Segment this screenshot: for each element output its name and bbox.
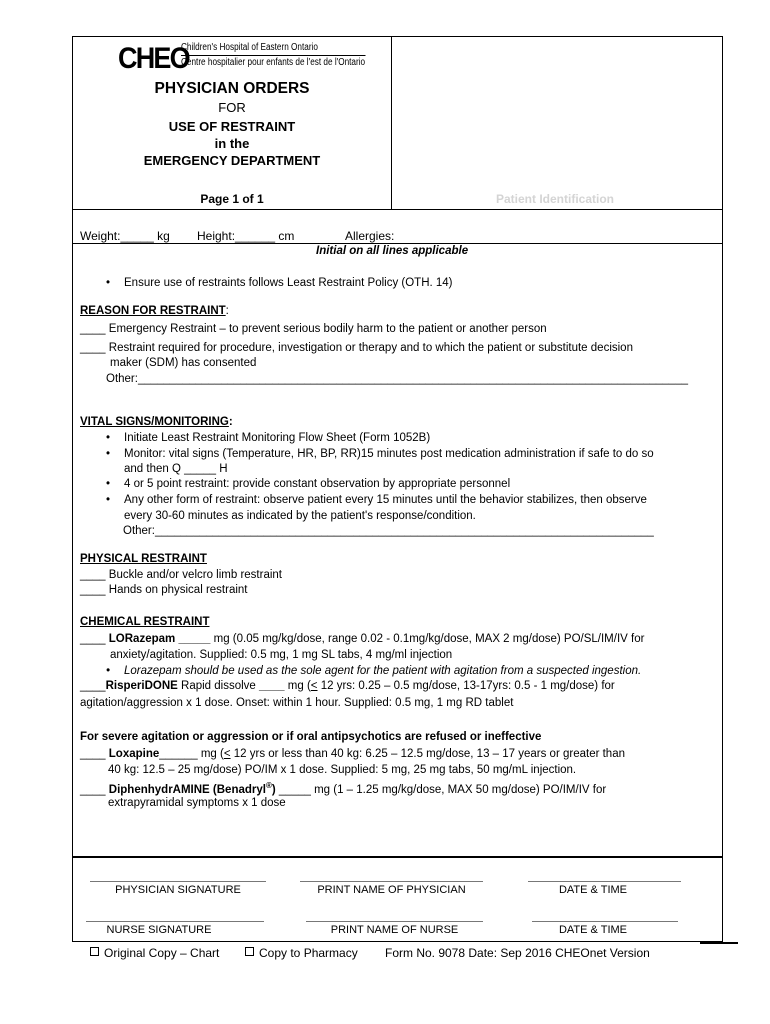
severe-heading: For severe agitation or aggression or if oral antipsychotics are refused or ineffective xyxy=(80,731,542,743)
vitals-bullet-other-restraint: • Any other form of restraint: observe patient every 15 minutes until the behavior stabilizes, then observe xyxy=(124,494,647,506)
risperidone-details: agitation/aggression x 1 dose. Onset: within 1 hour. Supplied: 0.5 mg, 1 mg RD tablet xyxy=(80,697,514,709)
form-title: PHYSICIAN ORDERS xyxy=(154,80,310,97)
physician-name-line[interactable] xyxy=(300,881,483,882)
checkbox-icon[interactable] xyxy=(90,947,99,956)
hospital-name-fr: Centre hospitalier pour enfants de l'est de l'Ontario xyxy=(181,57,366,68)
nurse-signature-line[interactable] xyxy=(86,921,264,922)
title-for: FOR xyxy=(218,100,246,115)
nurse-name-label: PRINT NAME OF NURSE xyxy=(330,924,459,936)
loxapine-order[interactable]: ____ Loxapine______ mg (< 12 yrs or less than 40 kg: 6.25 – 12.5 mg/dose, 13 – 17 years or greater than xyxy=(80,748,625,760)
diphenhydramine-order[interactable]: ____ DiphenhydrAMINE (Benadryl®) _____ mg (1 – 1.25 mg/kg/dose, MAX 50 mg/dose) PO/IM/IV for xyxy=(80,781,607,796)
patient-identification-label: Patient Identification xyxy=(496,192,615,206)
reason-procedure-line[interactable]: ____ Restraint required for procedure, investigation or therapy and to which the patient or substitute decision xyxy=(80,342,633,354)
header-bottom-line xyxy=(72,209,723,210)
title-in-the: in the xyxy=(214,136,250,151)
policy-bullet: • Ensure use of restraints follows Least Restraint Policy (OTH. 14) xyxy=(124,277,453,289)
reason-heading: REASON FOR RESTRAINT: xyxy=(80,305,229,317)
height-field[interactable]: Height:______ cm xyxy=(197,229,295,243)
cheo-logo xyxy=(118,42,366,76)
diphenhydramine-details: extrapyramidal symptoms x 1 dose xyxy=(108,797,286,809)
vitals-bullet-point-restraint: • 4 or 5 point restraint: provide constant observation by appropriate personnel xyxy=(124,478,510,490)
lorazepam-supplied: anxiety/agitation. Supplied: 0.5 mg, 1 mg SL tabs, 4 mg/ml injection xyxy=(110,649,453,661)
vitals-other-restraint-line-2: every 30-60 minutes as indicated by the patient's response/condition. xyxy=(124,510,476,522)
logo-text: CHEO xyxy=(118,42,189,75)
copy-to-pharmacy[interactable]: Copy to Pharmacy xyxy=(245,946,358,960)
lorazepam-note: • Lorazepam should be used as the sole agent for the patient with agitation from a suspected ingestion. xyxy=(124,665,641,677)
form-info: Form No. 9078 Date: Sep 2016 CHEOnet Version xyxy=(385,946,650,960)
vitals-bullet-flow-sheet: • Initiate Least Restraint Monitoring Flow Sheet (Form 1052B) xyxy=(124,432,430,444)
physical-heading: PHYSICAL RESTRAINT xyxy=(80,553,207,565)
reason-other-field[interactable]: Other:______________________________________________________________________________________ xyxy=(106,373,688,385)
bottom-extension-line xyxy=(700,942,738,944)
physician-name-label: PRINT NAME OF PHYSICIAN xyxy=(317,884,466,896)
title-emergency-department: EMERGENCY DEPARTMENT xyxy=(143,153,321,168)
reason-emergency-line[interactable]: ____ Emergency Restraint – to prevent serious bodily harm to the patient or another person xyxy=(80,323,547,335)
reason-procedure-line-2: maker (SDM) has consented xyxy=(110,357,257,369)
lorazepam-order[interactable]: ____ LORazepam _____ mg (0.05 mg/kg/dose, range 0.02 - 0.1mg/kg/dose, MAX 2 mg/dose) PO/SL/IM/IV for xyxy=(80,633,645,645)
patient-info-line xyxy=(72,243,723,244)
checkbox-icon[interactable] xyxy=(245,947,254,956)
vitals-q-hours-field[interactable]: and then Q _____ H xyxy=(124,463,228,475)
physician-signature-line[interactable] xyxy=(90,881,266,882)
original-copy-chart[interactable]: Original Copy – Chart xyxy=(90,946,219,960)
vitals-bullet-monitor: • Monitor: vital signs (Temperature, HR, BP, RR)15 minutes post medication administration if safe to do so xyxy=(124,448,654,460)
physician-date-line[interactable] xyxy=(528,881,681,882)
vitals-other-field[interactable]: Other:______________________________________________________________________________ xyxy=(123,525,654,537)
page-number: Page 1 of 1 xyxy=(200,192,264,206)
hospital-name-en: Children's Hospital of Eastern Ontario xyxy=(181,42,318,53)
nurse-date-line[interactable] xyxy=(532,921,678,922)
physical-buckle-line[interactable]: ____ Buckle and/or velcro limb restraint xyxy=(80,569,282,581)
nurse-signature-label: NURSE SIGNATURE xyxy=(106,924,212,936)
chemical-heading: CHEMICAL RESTRAINT xyxy=(80,616,210,628)
weight-field[interactable]: Weight:_____ kg xyxy=(80,229,170,243)
nurse-date-label: DATE & TIME xyxy=(558,924,628,936)
loxapine-details: 40 kg: 12.5 – 25 mg/dose) PO/IM x 1 dose. Supplied: 5 mg, 25 mg tabs, 50 mg/mL injection. xyxy=(108,764,577,776)
physician-date-label: DATE & TIME xyxy=(558,884,628,896)
title-use-of-restraint: USE OF RESTRAINT xyxy=(168,119,296,134)
allergies-field[interactable]: Allergies: xyxy=(345,229,395,243)
physical-hands-line[interactable]: ____ Hands on physical restraint xyxy=(80,584,248,596)
initial-note: Initial on all lines applicable xyxy=(316,245,469,257)
vitals-heading: VITAL SIGNS/MONITORING: xyxy=(80,416,233,428)
nurse-name-line[interactable] xyxy=(306,921,483,922)
physician-signature-label: PHYSICIAN SIGNATURE xyxy=(115,884,241,896)
header-divider xyxy=(391,36,392,209)
risperidone-order[interactable]: ____RisperiDONE Rapid dissolve ____ mg (< 12 yrs: 0.25 – 0.5 mg/dose, 13-17yrs: 0.5 - 1 mg/dose) for xyxy=(80,680,615,692)
signature-section-line xyxy=(72,856,723,858)
